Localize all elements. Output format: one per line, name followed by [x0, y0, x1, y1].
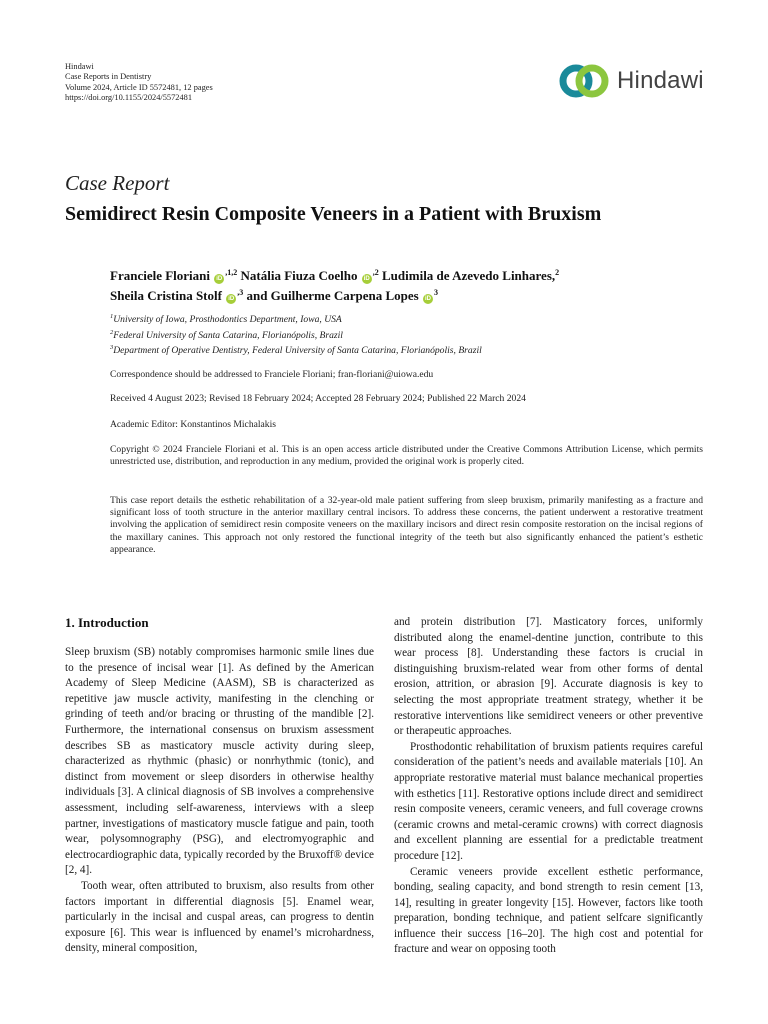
author-affiliation-marker: 3: [433, 288, 438, 297]
section-heading: 1. Introduction: [65, 615, 149, 630]
author-affiliation-marker: ,2: [372, 268, 379, 277]
correspondence: Correspondence should be addressed to Franciele Floriani; fran-floriani@uiowa.edu: [110, 369, 434, 380]
affiliation-number: 1: [110, 313, 114, 320]
hindawi-logo: [557, 62, 704, 100]
journal-header: [65, 62, 213, 103]
affiliations: [110, 312, 482, 359]
publisher-name: Hindawi: [65, 62, 94, 71]
author-name[interactable]: Ludimila de Azevedo Linhares,: [382, 268, 556, 283]
article-type: Case Report: [65, 171, 170, 195]
volume-info: Volume 2024, Article ID 5572481, 12 pages: [65, 82, 213, 92]
journal-name: Case Reports in Dentistry: [65, 72, 152, 82]
orcid-icon[interactable]: iD: [424, 296, 431, 302]
abstract: This case report details the esthetic rehabilitation of a 32-year-old male patient suffering from sleep bruxism, primarily manifesting as a fracture and significant loss of tooth structure in the anterior maxillary central incisors. To address these concerns, the patient underwent a restorative treatment involving the application of semidirect resin composite veneers on the maxillary incisors and direct resin composite restoration on the incisal regions of the maxillary canines. This approach not only restored the functional integrity of the teeth but also significantly enhanced the patient’s esthetic appearance.: [110, 495, 703, 555]
body-paragraph: and protein distribution [7]. Masticatory forces, uniformly distributed along the enamel-dentine junction, contribute to this wear process [8]. Understanding these factors is crucial in distinguishing bruxism-related wear from other forms of dental erosion, attrition, or abrasion [9]. Accurate diagnosis is key to selecting the most appropriate treatment strategy, whether it be restorative interventions like semidirect veneers or other preventive or therapeutic approaches.: [394, 616, 703, 738]
author-name[interactable]: and Guilherme Carpena Lopes: [246, 288, 419, 303]
author-affiliation-marker: ,3: [237, 288, 244, 297]
author-affiliation-marker: 2: [555, 268, 560, 277]
author-name[interactable]: Sheila Cristina Stolf: [110, 288, 222, 303]
author-name[interactable]: Franciele Floriani: [110, 268, 211, 283]
hindawi-logo-icon: [557, 62, 611, 100]
orcid-icon[interactable]: iD: [228, 296, 235, 302]
doi-link[interactable]: https://doi.org/10.1155/2024/5572481: [65, 92, 193, 102]
author-list: [110, 266, 559, 306]
author-affiliation-marker: ,1,2: [225, 268, 238, 277]
affiliation-item: [110, 312, 482, 328]
body-paragraph: Sleep bruxism (SB) notably compromises harmonic smile lines due to the presence of incisal wear [1]. As defined by the American Academy of Sleep Medicine (AASM), SB is characterized as repetitive jaw muscle activity, manifesting in the clenching or grinding of teeth and/or bracing or thrusting of the mandible [2]. Furthermore, the international consensus on bruxism assessment describes SB as masticatory muscle activity during sleep, characterized as rhythmic (phasic) or nonrhythmic (tonic), and distinct from movement or sleep disorders in otherwise healthy individuals [3]. A clinical diagnosis of SB involves a comprehensive assessment, including self-awareness, interviews with a sleep partner, investigations of masticatory muscle fatigue and pain, tooth wear, polysomnography (PSG), and electromyographic and electrocardiographic data, typically recorded by the Bruxoff® device [2, 4].: [65, 646, 374, 877]
affiliation-text: University of Iowa, Prosthodontics Department, Iowa, USA: [113, 314, 342, 325]
affiliation-number: 3: [110, 344, 114, 351]
affiliation-item: [110, 343, 482, 359]
orcid-icon[interactable]: iD: [363, 276, 370, 282]
orcid-icon[interactable]: iD: [216, 276, 223, 282]
body-paragraph: Tooth wear, often attributed to bruxism, also results from other factors important in differential diagnosis [5]. Enamel wear, particularly in the incisal and cuspal areas, can progress to dentin exposure [6]. This wear is influenced by enamel’s microhardness, density, mineral composition,: [65, 879, 374, 955]
logo-wordmark: Hindawi: [617, 67, 704, 94]
body-column-right: [394, 615, 703, 958]
copyright-notice: Copyright © 2024 Franciele Floriani et al. This is an open access article distributed under the Creative Commons Attribution License, which permits unrestricted use, distribution, and reproduction in any medium, provided the original work is properly cited.: [110, 444, 703, 468]
publication-dates: Received 4 August 2023; Revised 18 February 2024; Accepted 28 February 2024; Published 22 March 2024: [110, 393, 526, 404]
article-title: Semidirect Resin Composite Veneers in a Patient with Bruxism: [65, 203, 602, 225]
affiliation-number: 2: [110, 328, 114, 336]
body-paragraph: Prosthodontic rehabilitation of bruxism patients requires careful consideration of the patient’s needs and available materials [10]. An appropriate restorative material must balance mechanical properties with esthetics [11]. Restorative options include direct and semidirect resin composite veneers, ceramic veneers, and full coverage crowns (ceramic crowns and metal-ceramic crowns) with correct diagnosis and excellent planning are essential for a predictable treatment procedure [12].: [394, 740, 703, 862]
academic-editor: Academic Editor: Konstantinos Michalakis: [110, 419, 276, 430]
affiliation-text: Department of Operative Dentistry, Federal University of Santa Catarina, Florianópolis, Brazil: [113, 345, 482, 356]
affiliation-item: [110, 328, 482, 344]
affiliation-text: Federal University of Santa Catarina, Florianópolis, Brazil: [113, 329, 343, 341]
body-column-left: [65, 645, 374, 957]
body-paragraph: Ceramic veneers provide excellent esthetic performance, bonding, sealing capacity, and bond strength to resin cement [13, 14], resulting in greater longevity [15]. However, factors like tooth preparation, bonding technique, and patient selfcare significantly influence their success [16–20]. The high cost and potential for fracture and wear on opposing tooth: [394, 865, 703, 956]
author-name[interactable]: Natália Fiuza Coelho: [240, 268, 358, 283]
